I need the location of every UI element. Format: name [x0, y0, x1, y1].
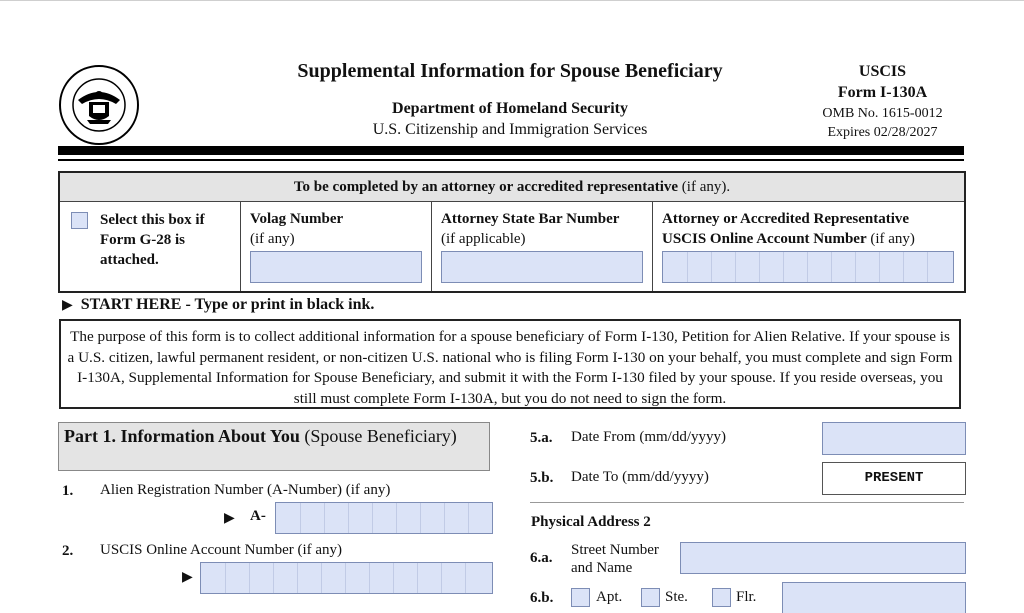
street-label-line: Street Number — [571, 542, 659, 558]
column-divider — [240, 201, 241, 291]
arrow-right-icon: ▶ — [62, 298, 73, 313]
g28-label — [100, 210, 205, 270]
page-top-border — [0, 0, 1024, 1]
part1-heading — [58, 422, 490, 471]
apt-label: Apt. — [596, 589, 623, 605]
start-here-bold: START HERE — [80, 296, 182, 313]
column-divider — [431, 201, 432, 291]
agency-name: U.S. Citizenship and Immigration Services — [372, 121, 648, 138]
street-input[interactable] — [680, 542, 966, 574]
street-label-line: and Name — [571, 560, 633, 576]
attorney-heading-rest: (if any). — [678, 179, 731, 195]
a-number-input[interactable] — [275, 502, 493, 534]
arrow-right-icon: ▶ — [182, 570, 193, 585]
attorney-section-heading — [60, 173, 964, 202]
attorney-uscis-label-title2: USCIS Online Account Number — [662, 231, 867, 247]
uscis-account-input[interactable] — [200, 562, 493, 594]
volag-label-title: Volag Number — [250, 211, 344, 227]
ste-label: Ste. — [665, 589, 688, 605]
street-label — [571, 541, 659, 577]
dhs-seal-icon — [58, 64, 140, 146]
g28-label-line: Form G-28 is — [100, 232, 185, 248]
question-number: 2. — [62, 543, 74, 559]
question-number: 6.a. — [530, 550, 553, 566]
omb-number: OMB No. 1615-0012 — [822, 106, 943, 121]
physical-address-heading: Physical Address 2 — [531, 514, 651, 530]
question-number: 1. — [62, 483, 74, 499]
part1-title-bold: Part 1. Information About You — [64, 426, 300, 446]
attorney-uscis-label-sub: (if any) — [866, 231, 915, 247]
uscis-account-label: USCIS Online Account Number (if any) — [100, 542, 343, 558]
bar-number-label-title: Attorney State Bar Number — [441, 211, 620, 227]
g28-label-line: attached. — [100, 252, 159, 268]
question-number: 5.a. — [530, 430, 553, 446]
column-divider — [652, 201, 653, 291]
header-divider-thin — [58, 159, 964, 161]
form-title: Supplemental Information for Spouse Beneficiary — [297, 60, 723, 82]
flr-checkbox[interactable] — [712, 588, 731, 607]
form-id: Form I-130A — [837, 84, 928, 101]
apt-checkbox[interactable] — [571, 588, 590, 607]
volag-label — [250, 209, 343, 249]
attorney-heading-bold: To be completed by an attorney or accredited representative — [293, 179, 679, 195]
ste-checkbox[interactable] — [641, 588, 660, 607]
agency-short: USCIS — [858, 63, 907, 80]
date-to-input[interactable]: PRESENT — [822, 462, 966, 495]
question-number: 6.b. — [530, 590, 554, 606]
expiration-date: Expires 02/28/2027 — [827, 125, 938, 140]
g28-label-line: Select this box if — [100, 212, 205, 228]
arrow-right-icon: ▶ — [224, 511, 235, 526]
volag-label-sub: (if any) — [250, 231, 295, 247]
question-number: 5.b. — [530, 470, 554, 486]
header-divider — [58, 146, 964, 155]
bar-number-label — [441, 209, 619, 249]
unit-number-input[interactable] — [782, 582, 966, 613]
department-name: Department of Homeland Security — [392, 100, 628, 117]
part1-title-rest: (Spouse Beneficiary) — [299, 426, 457, 446]
a-number-prefix: A- — [250, 508, 266, 524]
attorney-uscis-label-title: Attorney or Accredited Representative — [662, 211, 910, 227]
state-bar-number-input[interactable] — [441, 251, 643, 283]
attorney-uscis-label — [662, 209, 915, 249]
bar-number-label-sub: (if applicable) — [441, 231, 526, 247]
purpose-text: The purpose of this form is to collect additional information for a spouse beneficiary of Form I-130, Petition for Alien Relative. If your spouse is a U.S. citizen, lawful permanent resident, or non-citizen U.S. national who is filing Form I-130 on your behalf, you must complete and sign Form I-130A, Supplemental Information for Spouse Beneficiary, and submit it with the Form I-130 filed by your spouse. If you reside overseas, you still must complete Form I-130A, but you do not need to sign the form. — [59, 319, 961, 409]
date-from-input[interactable] — [822, 422, 966, 455]
flr-label: Flr. — [736, 589, 757, 605]
start-here-rest: - Type or print in black ink. — [181, 296, 375, 313]
date-to-label: Date To (mm/dd/yyyy) — [571, 469, 709, 485]
section-divider — [530, 502, 964, 503]
attorney-uscis-account-input[interactable] — [662, 251, 954, 283]
date-from-label: Date From (mm/dd/yyyy) — [571, 429, 726, 445]
a-number-label: Alien Registration Number (A-Number) (if any) — [100, 482, 391, 498]
start-here-instruction — [62, 296, 374, 314]
volag-number-input[interactable] — [250, 251, 422, 283]
g28-checkbox[interactable] — [71, 212, 88, 229]
